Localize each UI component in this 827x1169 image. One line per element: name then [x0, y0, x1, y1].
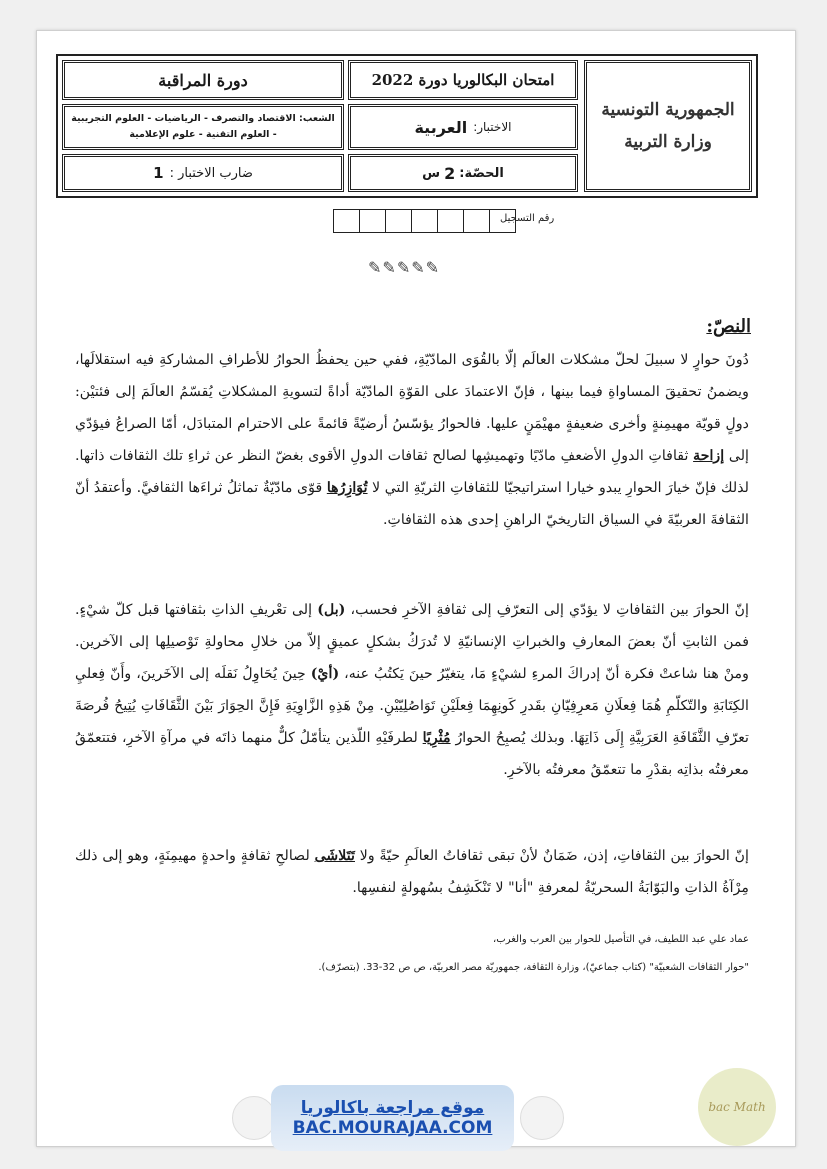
coefficient-label: ضارب الاختبار : — [169, 165, 253, 181]
sections-list-2: - العلوم التقنية - علوم الإعلامية — [129, 129, 277, 140]
paragraph-3-part-c: لصالحِ ثقافةٍ واحدةٍ مهيمِنَةٍ، وهو إلى ذلك مِرْآةُ الذاتِ والبَوّابَةُ السحريّةُ لمعرفةِ "أنا" لا تَنْكَشِفُ بسُهولةٍ لنفسِها. — [75, 848, 749, 896]
keyword-muthriyan: مُثْرِيًا — [422, 730, 451, 746]
exam-header-table — [56, 54, 758, 198]
source-publication: "حوار الثقافات الشعبيّة" (كتاب جماعيّ)، وزارة الثقافة، جمهوريّة مصر العربيّة، ص ص 32-33. (بتصرّف). — [318, 962, 749, 973]
registration-digit-box[interactable] — [411, 209, 438, 233]
registration-digit-box[interactable] — [385, 209, 412, 233]
bacmath-watermark: bac Math — [698, 1068, 776, 1146]
paragraph-2-part-a: إنّ الحوارَ بين الثقافاتِ لا يؤدّي إلى التعرّفِ إلى ثقافةِ الآخرِ فحسب، — [350, 602, 750, 618]
sections-cell — [62, 104, 344, 150]
subject-value: العربية — [414, 117, 468, 137]
site-url[interactable]: BAC.MOURAJAA.COM — [292, 1118, 493, 1138]
session-title: دورة المراقبة — [158, 70, 248, 90]
keyword-tatalasha: تَتَلاشَى — [314, 848, 355, 864]
paragraph-1 — [75, 344, 749, 536]
country-name: الجمهورية التونسية — [601, 99, 735, 120]
registration-label: رقم التسجيل — [500, 213, 555, 224]
keyword-bal: (بل) — [317, 602, 346, 618]
subject-label: الاختبار: — [473, 120, 512, 134]
registration-digit-box[interactable] — [489, 209, 516, 233]
paragraph-2 — [75, 594, 749, 786]
registration-boxes[interactable] — [334, 209, 516, 233]
paragraph-2-part-c: إلى تعْريفِ الذاتِ بثقافتها قبل كلّ شيْءٍ. فمن الثابتِ أنّ بعضَ المعارفِ والخبراتِ الإنسانيّةِ لا تُدرَكُ بشكلٍ عميقٍ إلاّ من خلالِ محاولةِ تَوْصيلِها إلى الآخرين. ومنْ هنا شاعتْ فكرة أنّ إدراكَ المرءِ لشيْءٍ مَا، يتغيّرُ حينَ يَكتُبُ عنه، — [75, 602, 749, 682]
paragraph-3-part-a: إنّ الحوارَ بين الثقافاتِ، إذن، ضَمَانٌ لأنْ تبقى ثقافاتُ العالَمِ حيّةً ولا — [359, 848, 750, 864]
keyword-ay: (أيْ) — [310, 666, 340, 682]
subject-cell — [348, 104, 578, 150]
paragraph-1-part-a: دُونَ حوارٍ لا سبيلَ لحلّ مشكلات العالَم إلّا بالقُوَى المادّيّةِ، ففي حين يحفظُ الحوارُ للأطرافِ المشاركةِ فيه استقلالَها، ويضمنُ تحقيقَ المساواةِ فيما بينها ، فإنّ الاعتمادَ على القوّةِ المادّيّة أداةً لتسويةِ المشكلاتِ يُقسّمُ العالَمَ إلى فئتيْن: دولٍ قويّة مهيمِنةٍ وأخرى ضعيفةٍ مهيْمَنٍ عليها. فالحوارُ يؤسّسُ أرضيّةً قائمةً على الاحترام المتبادَل، أمّا الصراعُ فيؤدّي إلى — [75, 352, 749, 464]
duration-cell — [348, 154, 578, 192]
sections-list-1: الاقتصاد والتصرف - الرياضيات - العلوم التجريبية — [71, 112, 296, 124]
paragraph-2-part-e: حِينَ يُحَاوِلُ نَقلَه إلى الآخَرينَ، وأَنّ فِعليِ الكِتَابَةِ والتّكلّمِ هُمَا فِعلَانِ مَعرِفِيّانِ بقَدرِ كَونِهِمَا فِعلَيْنِ تَوَاصُلِيّيْنِ. مِنْ هَذِهِ الزَّاوِيَةِ فَإِنَّ الحِوَارَ بَيْنَ الثَّقَافَاتِ يُتِيحُ فُرصَةَ تعرّفِ الثَّقَافَةِ العَرَبِيَّةِ إِلَى ذَاتِهَا. وبذلك يُصبِحُ الحوارُ — [75, 666, 750, 746]
registration-digit-box[interactable] — [463, 209, 490, 233]
session-cell — [62, 60, 344, 100]
paragraph-3 — [75, 840, 749, 904]
site-logo-icon — [232, 1096, 276, 1140]
site-banner-link[interactable] — [271, 1085, 514, 1151]
coefficient-cell — [62, 154, 344, 192]
exam-title-cell — [348, 60, 578, 100]
duration-unit: س — [422, 165, 441, 181]
site-name-arabic[interactable]: موقع مراجعة باكالوريا — [300, 1098, 485, 1118]
ministry-cell — [584, 60, 752, 192]
registration-digit-box[interactable] — [359, 209, 386, 233]
text-heading: النصّ: — [706, 316, 751, 337]
duration-label: الحصّة: — [459, 165, 504, 181]
exam-title: امتحان البكالوريا دورة 2022 — [371, 71, 555, 89]
paragraph-1-part-e: قوّى مادّيّةٌ تماثلُ ثراءَها الثقافيَّ. وأعتقدُ أنّ الثقافةَ العربيّةَ في السياق التاريخيّ الراهنِ إحدى هذه الثقافاتِ. — [75, 480, 749, 528]
duration-value: 2 — [444, 163, 456, 183]
sections-label: الشعب: — [299, 112, 335, 124]
registration-digit-box[interactable] — [437, 209, 464, 233]
sections-line-1 — [71, 111, 334, 127]
ministry-name: وزارة التربية — [624, 132, 712, 152]
coefficient-value: 1 — [153, 164, 164, 182]
keyword-izaha: إزاحة — [693, 448, 725, 464]
pencil-icons: ✎✎✎✎✎ — [368, 258, 441, 277]
paragraph-2-part-g: لطرفَيْهِ اللّذين يتأمّلُ كلٌّ منهما ذاتَه في مرآةِ الآخرِ، فتتعمّقُ معرفتُه بذاتِه بقدْرِ ما تتعمّقُ معرفتُه بالآخرِ. — [75, 730, 749, 778]
paragraph-1-part-c: ثقافاتِ الدولِ الأضعفِ مادّيًا وتهميشِها لصالح ثقافات الدولِ الأقوى بغضّ النظر عن ثراءِ تلك الثقافات ذاتها. لذلك فإنّ خيارَ الحوارِ يبدو خيارا استراتيجيّا للثقافاتِ الثريّةِ التي لا — [75, 448, 749, 496]
site-logo-icon — [520, 1096, 564, 1140]
source-author: عماد علي عبد اللطيف، في التأصيل للحوار بين العرب والغرب، — [493, 934, 749, 945]
registration-digit-box[interactable] — [333, 209, 360, 233]
keyword-tuazeruha: تُوَازِرُها — [326, 480, 368, 496]
